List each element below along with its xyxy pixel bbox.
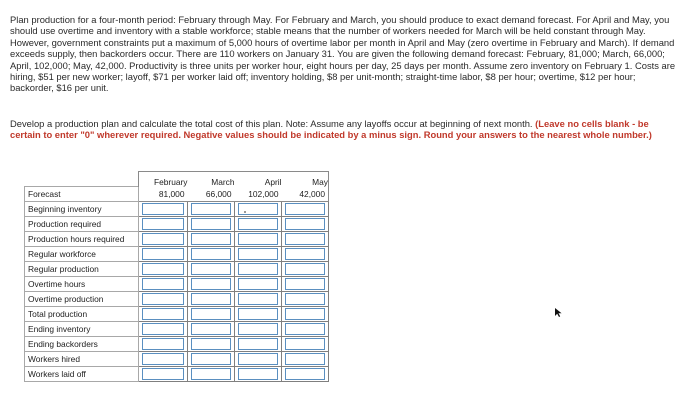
input-cell — [139, 202, 188, 217]
input-cell — [188, 352, 235, 367]
input-cell — [139, 277, 188, 292]
input-cell — [139, 247, 188, 262]
forecast-row — [25, 187, 329, 202]
answer-input[interactable] — [285, 263, 325, 275]
instructions-emphasis: (Leave no cells blank - be certain to enter "0" wherever required. Negative values should be indicated by a minus sign. Round your answers to the nearest whole number.) — [10, 118, 652, 141]
input-cell — [235, 292, 282, 307]
row-label: Ending inventory — [25, 322, 139, 337]
input-cell — [188, 247, 235, 262]
answer-input[interactable] — [191, 218, 231, 230]
input-cell — [282, 352, 329, 367]
input-cell — [188, 307, 235, 322]
month-header-row — [25, 172, 329, 187]
input-cell — [235, 202, 282, 217]
row-label: Beginning inventory — [25, 202, 139, 217]
input-cell — [139, 307, 188, 322]
answer-input[interactable] — [191, 338, 231, 350]
input-cell — [282, 217, 329, 232]
answer-input[interactable] — [285, 323, 325, 335]
input-cell — [139, 292, 188, 307]
answer-input[interactable] — [191, 248, 231, 260]
answer-input[interactable] — [285, 338, 325, 350]
answer-input[interactable] — [142, 203, 184, 215]
answer-input[interactable] — [191, 233, 231, 245]
input-cell — [282, 322, 329, 337]
input-cell — [188, 367, 235, 382]
answer-input[interactable] — [238, 278, 278, 290]
input-cell — [282, 337, 329, 352]
input-cell — [139, 217, 188, 232]
table-row — [25, 352, 329, 367]
table-row — [25, 247, 329, 262]
input-cell — [188, 262, 235, 277]
answer-input[interactable] — [191, 308, 231, 320]
answer-input[interactable] — [238, 233, 278, 245]
answer-input[interactable] — [142, 293, 184, 305]
input-cell — [188, 232, 235, 247]
input-cell — [188, 217, 235, 232]
answer-input[interactable] — [191, 323, 231, 335]
input-cell — [139, 352, 188, 367]
input-cell — [235, 247, 282, 262]
answer-input[interactable] — [285, 248, 325, 260]
answer-input[interactable] — [238, 203, 278, 215]
input-cell — [188, 277, 235, 292]
month-header-may: May — [282, 172, 329, 187]
row-label: Overtime production — [25, 292, 139, 307]
table-row — [25, 322, 329, 337]
table-row — [25, 217, 329, 232]
table-row — [25, 337, 329, 352]
input-cell — [235, 217, 282, 232]
input-cell — [282, 247, 329, 262]
answer-input[interactable] — [285, 368, 325, 380]
table-row — [25, 202, 329, 217]
month-header-march: March — [188, 172, 235, 187]
input-cell — [235, 322, 282, 337]
input-cell — [139, 262, 188, 277]
mouse-pointer-icon — [553, 307, 563, 317]
input-cell — [235, 277, 282, 292]
answer-input[interactable] — [238, 353, 278, 365]
problem-statement: Plan production for a four-month period: February through May. For February and March, you should produce to exact demand forecast. For April and May, you should use overtime and inventory with a stable workforce; stable means that the number of workers needed for March will be held constant through May. However, government constraints put a maximum of 5,000 hours of overtime labor per month in April and May (zero overtime in February and March). If demand exceeds supply, then backorders occur. There are 110 workers on January 31. You are given the following demand forecast: February, 81,000; March, 66,000; April, 102,000; May, 42,000. Productivity is three units per worker hour, eight hours per day, 25 days per month. Assume zero inventory on February 1. Costs are hiring, $51 per new worker; layoff, $71 per worker laid off; inventory holding, $8 per unit-month; straight-time labor, $8 per hour; overtime, $12 per hour; backorder, $16 per unit. — [10, 14, 676, 94]
answer-input[interactable] — [238, 338, 278, 350]
answer-input[interactable] — [142, 278, 184, 290]
input-cell — [282, 367, 329, 382]
answer-input[interactable] — [142, 218, 184, 230]
header-spacer — [25, 172, 139, 187]
input-cell — [139, 337, 188, 352]
cell-marker — [244, 211, 246, 213]
answer-input[interactable] — [142, 248, 184, 260]
input-cell — [235, 337, 282, 352]
answer-input[interactable] — [191, 293, 231, 305]
row-label-forecast: Forecast — [25, 187, 139, 202]
answer-input[interactable] — [238, 368, 278, 380]
answer-input[interactable] — [238, 218, 278, 230]
table-row — [25, 277, 329, 292]
answer-input[interactable] — [142, 353, 184, 365]
answer-input[interactable] — [142, 233, 184, 245]
answer-input[interactable] — [238, 263, 278, 275]
row-label: Production required — [25, 217, 139, 232]
answer-input[interactable] — [285, 203, 325, 215]
input-cell — [282, 292, 329, 307]
month-header-april: April — [235, 172, 282, 187]
answer-input[interactable] — [142, 308, 184, 320]
row-label: Workers hired — [25, 352, 139, 367]
instructions — [10, 118, 680, 141]
row-label: Overtime hours — [25, 277, 139, 292]
answer-input[interactable] — [238, 293, 278, 305]
input-cell — [139, 322, 188, 337]
production-plan-table — [24, 171, 329, 382]
input-rows — [25, 202, 329, 382]
forecast-march: 66,000 — [188, 187, 235, 202]
answer-input[interactable] — [142, 263, 184, 275]
answer-input[interactable] — [238, 308, 278, 320]
forecast-april: 102,000 — [235, 187, 282, 202]
table-row — [25, 292, 329, 307]
answer-input[interactable] — [285, 233, 325, 245]
input-cell — [235, 232, 282, 247]
answer-input[interactable] — [191, 278, 231, 290]
input-cell — [282, 262, 329, 277]
instructions-text: Develop a production plan and calculate the total cost of this plan. Note: Assume any layoffs occur at beginning of next month. — [10, 118, 533, 129]
input-cell — [235, 352, 282, 367]
input-cell — [188, 337, 235, 352]
table-row — [25, 262, 329, 277]
row-label: Regular workforce — [25, 247, 139, 262]
answer-input[interactable] — [191, 368, 231, 380]
input-cell — [188, 202, 235, 217]
table-row — [25, 367, 329, 382]
month-header-february: February — [139, 172, 188, 187]
answer-input[interactable] — [142, 338, 184, 350]
answer-input[interactable] — [191, 263, 231, 275]
answer-input[interactable] — [142, 323, 184, 335]
input-cell — [235, 262, 282, 277]
row-label: Production hours required — [25, 232, 139, 247]
table-row — [25, 232, 329, 247]
answer-input[interactable] — [238, 248, 278, 260]
input-cell — [235, 367, 282, 382]
input-cell — [282, 307, 329, 322]
answer-input[interactable] — [142, 368, 184, 380]
answer-input[interactable] — [191, 203, 231, 215]
answer-input[interactable] — [238, 323, 278, 335]
row-label: Workers laid off — [25, 367, 139, 382]
input-cell — [282, 202, 329, 217]
input-cell — [235, 307, 282, 322]
forecast-february: 81,000 — [139, 187, 188, 202]
row-label: Regular production — [25, 262, 139, 277]
answer-input[interactable] — [285, 353, 325, 365]
answer-input[interactable] — [285, 218, 325, 230]
input-cell — [282, 277, 329, 292]
answer-input[interactable] — [285, 293, 325, 305]
input-cell — [139, 367, 188, 382]
answer-input[interactable] — [191, 353, 231, 365]
input-cell — [188, 292, 235, 307]
row-label: Total production — [25, 307, 139, 322]
forecast-may: 42,000 — [282, 187, 329, 202]
input-cell — [282, 232, 329, 247]
input-cell — [139, 232, 188, 247]
answer-input[interactable] — [285, 278, 325, 290]
table-row — [25, 307, 329, 322]
row-label: Ending backorders — [25, 337, 139, 352]
input-cell — [188, 322, 235, 337]
answer-input[interactable] — [285, 308, 325, 320]
